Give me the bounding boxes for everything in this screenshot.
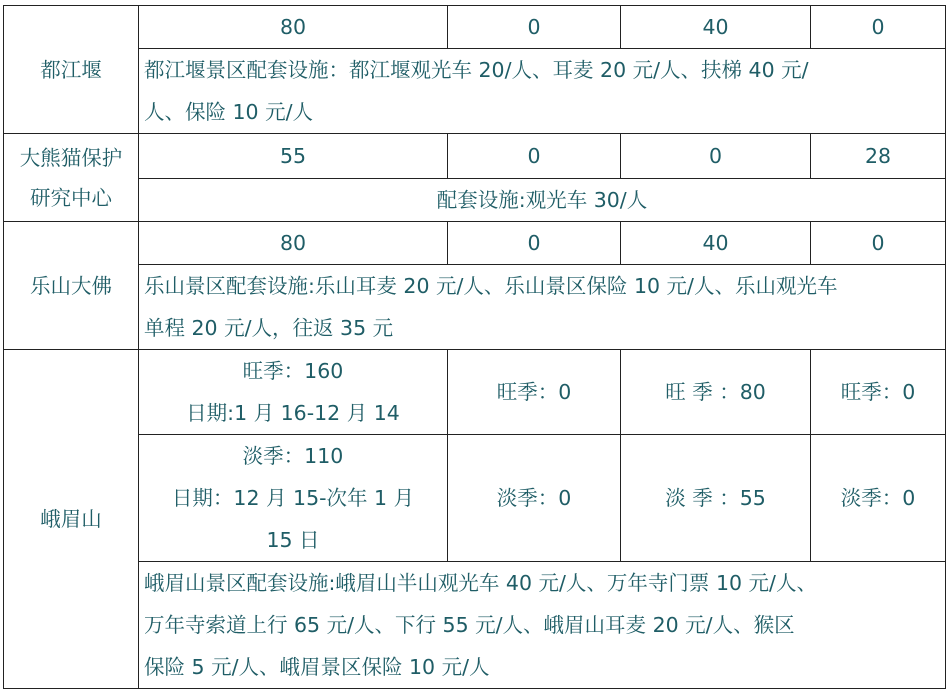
table-cell: 0 <box>448 222 621 265</box>
table-cell: 0 <box>811 222 946 265</box>
scenic-name-emei: 峨眉山 <box>4 350 139 689</box>
cell-line: 15 日 <box>266 528 320 552</box>
scenic-name-line: 大熊猫保护 <box>19 145 123 170</box>
table-cell: 淡季：0 <box>448 435 621 562</box>
description-line: 单程 20 元/人，往返 35 元 <box>144 316 394 340</box>
table-cell: 0 <box>621 134 811 179</box>
description-line: 人、保险 10 元/人 <box>144 100 314 124</box>
description-line: 保险 5 元/人、峨眉景区保险 10 元/人 <box>144 655 490 679</box>
description-line: 乐山景区配套设施:乐山耳麦 20 元/人、乐山景区保险 10 元/人、乐山观光车 <box>144 274 838 298</box>
scenic-name-panda <box>4 134 139 222</box>
table-cell: 旺 季 ：80 <box>621 350 811 435</box>
table-cell: 28 <box>811 134 946 179</box>
table-cell: 40 <box>621 222 811 265</box>
table-cell: 旺季：0 <box>811 350 946 435</box>
scenic-name-dujiangyan: 都江堰 <box>4 6 139 134</box>
table-cell <box>139 350 448 435</box>
table-cell: 55 <box>139 134 448 179</box>
scenic-name-line: 研究中心 <box>30 185 112 210</box>
table-cell: 80 <box>139 6 448 49</box>
cell-line: 淡季：110 <box>242 444 344 468</box>
table-cell: 0 <box>448 134 621 179</box>
table-cell: 0 <box>811 6 946 49</box>
table-cell: 0 <box>448 6 621 49</box>
description-line: 万年寺索道上行 65 元/人、下行 55 元/人、峨眉山耳麦 20 元/人、猴区 <box>144 613 795 637</box>
facility-description <box>139 265 946 350</box>
table-row <box>4 179 946 222</box>
description-line: 峨眉山景区配套设施:峨眉山半山观光车 40 元/人、万年寺门票 10 元/人、 <box>144 571 817 595</box>
table-row <box>4 350 946 435</box>
table-cell: 40 <box>621 6 811 49</box>
description-line: 都江堰景区配套设施：都江堰观光车 20/人、耳麦 20 元/人、扶梯 40 元/ <box>144 58 809 82</box>
table-row <box>4 49 946 134</box>
table-cell <box>139 435 448 562</box>
table-cell: 淡季：0 <box>811 435 946 562</box>
cell-line: 日期：12 月 15-次年 1 月 <box>171 486 415 510</box>
facility-description <box>139 562 946 689</box>
table-row <box>4 435 946 562</box>
scenic-fee-table <box>3 5 946 689</box>
facility-description <box>139 49 946 134</box>
table-row <box>4 134 946 179</box>
table-cell: 80 <box>139 222 448 265</box>
scenic-name-leshan: 乐山大佛 <box>4 222 139 350</box>
cell-line: 旺季：160 <box>242 359 344 383</box>
table-cell: 淡 季 ：55 <box>621 435 811 562</box>
cell-line: 日期:1 月 16-12 月 14 <box>186 401 400 425</box>
facility-description: 配套设施:观光车 30/人 <box>139 179 946 222</box>
table-row <box>4 222 946 265</box>
table-row <box>4 6 946 49</box>
table-cell: 旺季：0 <box>448 350 621 435</box>
table-row <box>4 265 946 350</box>
table-row <box>4 562 946 689</box>
